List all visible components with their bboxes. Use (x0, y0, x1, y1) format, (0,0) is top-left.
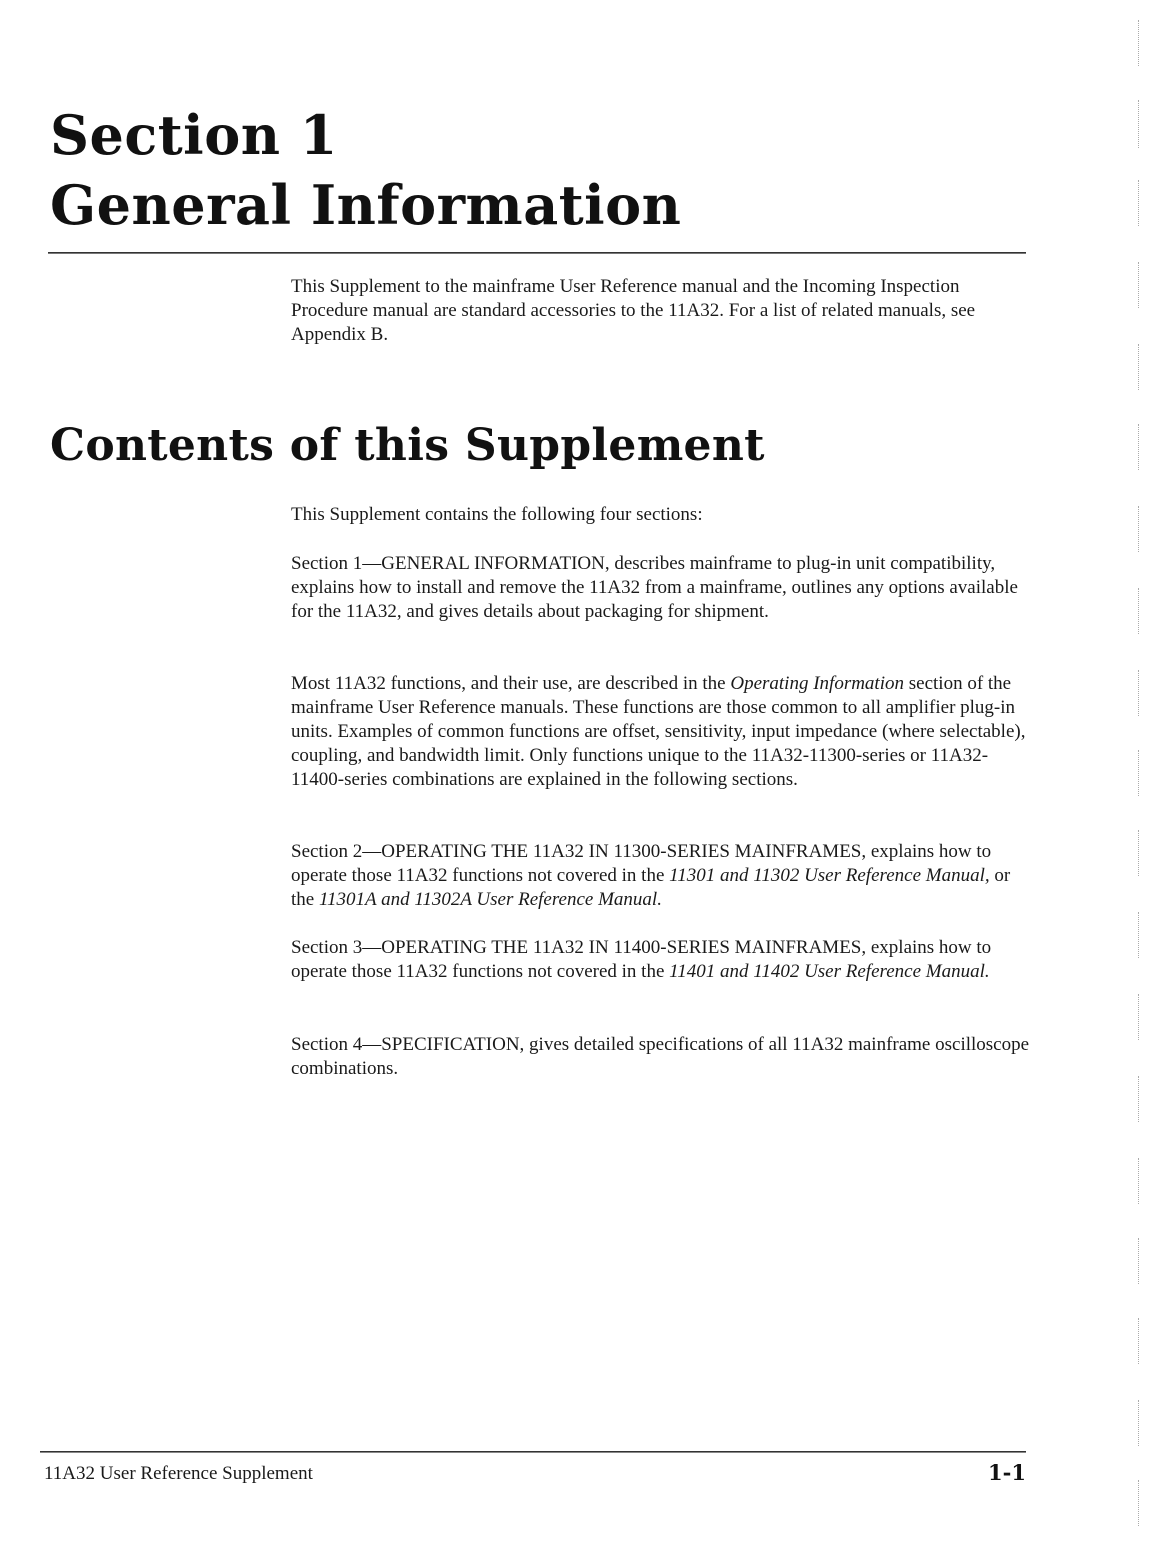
functions-text-start: Most 11A32 functions, and their use, are described in the (291, 673, 731, 694)
scan-edge-mark (1138, 506, 1139, 552)
scan-edge-mark (1138, 912, 1139, 958)
section-number: Section 1 (50, 103, 338, 167)
contents-lead-paragraph: This Supplement contains the following four sections: (291, 504, 703, 525)
section4-paragraph: Section 4—SPECIFICATION, gives detailed specifications of all 11A32 mainframe oscilloscope combinations. (291, 1034, 1030, 1079)
scan-edge-mark (1138, 344, 1139, 390)
scan-edge-mark (1138, 588, 1139, 634)
scan-edge-mark (1138, 1480, 1139, 1526)
scan-edge-mark (1138, 180, 1139, 226)
scan-edge-mark (1138, 994, 1139, 1040)
section3-text-start: Section 3—OPERATING THE 11A32 IN 11400-SERIES MAINFRAMES, explains how to operate those 11A32 functions not covered in the (291, 937, 992, 982)
scan-edge-mark (1138, 100, 1139, 148)
footer-rule (40, 1451, 1026, 1453)
manual-ref-11301: 11301 and 11302 User Reference Manual, (669, 865, 990, 886)
manual-ref-11301a: 11301A and 11302A User Reference Manual. (318, 889, 662, 910)
contents-heading: Contents of this Supplement (50, 420, 765, 471)
scan-edge-mark (1138, 670, 1139, 716)
manual-ref-11401: 11401 and 11402 User Reference Manual. (669, 961, 990, 982)
scan-edge-mark (1138, 830, 1139, 876)
functions-paragraph (291, 672, 1031, 792)
scan-edge-mark (1138, 1238, 1139, 1284)
operating-information-ref: Operating Information (730, 673, 904, 694)
header-rule (48, 252, 1026, 254)
scan-edge-mark (1138, 1318, 1139, 1364)
scan-edge-mark (1138, 262, 1139, 308)
section-title (50, 100, 681, 240)
section-name: General Information (50, 173, 682, 237)
section2-text-start: Section 2—OPERATING THE 11A32 IN 11300-SERIES MAINFRAMES, explains how to operate those 11A32 functions not covered in the (291, 841, 992, 886)
intro-paragraph: This Supplement to the mainframe User Reference manual and the Incoming Inspection Procedure manual are standard accessories to the 11A32. For a list of related manuals, see Appendix B. (291, 276, 976, 345)
scan-edge-mark (1138, 1400, 1139, 1446)
section2-text-middle: or the (291, 865, 1011, 910)
functions-text-end: section of the mainframe User Reference manuals. These functions are those common to all amplifier plug-in units. Examples of common functions are offset, sensitivity, input impedance (where selectable), coupling, and bandwidth limit. Only functions unique to the 11A32-11300-series or 11A32-11400-series combinations are explained in the following sections. (291, 673, 1026, 790)
section3-paragraph (291, 936, 1031, 984)
scan-edge-mark (1138, 1158, 1139, 1204)
scan-edge-mark (1138, 20, 1139, 66)
scan-edge-mark (1138, 750, 1139, 796)
footer-document-title: 11A32 User Reference Supplement (44, 1463, 313, 1484)
section2-paragraph (291, 840, 1031, 912)
section1-paragraph: Section 1—GENERAL INFORMATION, describes mainframe to plug-in unit compatibility, explains how to install and remove the 11A32 from a mainframe, outlines any options available for the 11A32, and gives details about packaging for shipment. (291, 553, 1018, 622)
scan-edge-mark (1138, 1076, 1139, 1122)
page-number: 1-1 (988, 1460, 1026, 1485)
scan-edge-mark (1138, 424, 1139, 470)
